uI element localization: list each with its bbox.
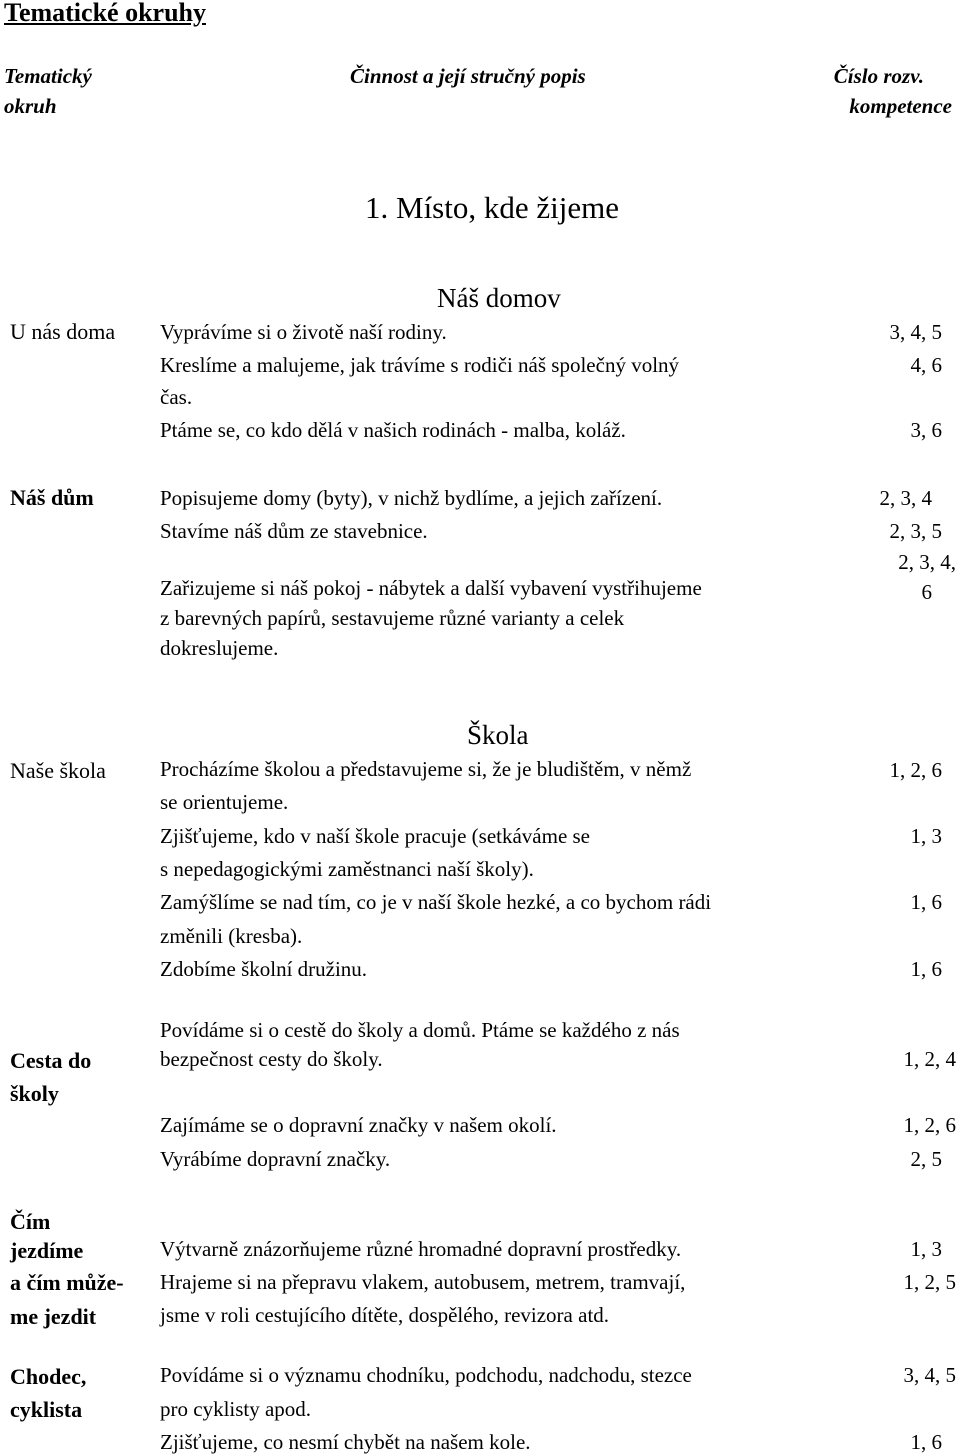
activity-line: bezpečnost cesty do školy.	[160, 1047, 383, 1071]
activity-line: Vyprávíme si o životě naší rodiny.	[160, 320, 447, 344]
activity-line: se orientujeme.	[160, 790, 289, 814]
topic-nas-dum: Náš dům	[10, 485, 94, 510]
activity-line: Hrajeme si na přepravu vlakem, autobusem, metrem, tramvají,	[160, 1270, 686, 1294]
competence: 2, 3, 5	[889, 519, 942, 543]
competence: 3, 4, 5	[889, 320, 942, 344]
subsection-heading: Náš domov	[437, 283, 561, 313]
topic-chodec-cyklista-2: cyklista	[10, 1397, 83, 1422]
competence: 1, 6	[910, 957, 942, 981]
competence: 2, 5	[910, 1147, 942, 1171]
competence: 1, 2, 5	[903, 1270, 956, 1294]
activity-line: Zajímáme se o dopravní značky v našem okolí.	[160, 1113, 557, 1137]
activity-line: Zdobíme školní družinu.	[160, 957, 368, 981]
activity-line: změnili (kresba).	[160, 924, 303, 948]
activity-line: Zamýšlíme se nad tím, co je v naší škole hezké, a co bychom rádi	[160, 890, 712, 914]
activity-line: Zjišťujeme, co nesmí chybět na našem kole.	[160, 1430, 531, 1454]
activity-line: Povídáme si o významu chodníku, podchodu, nadchodu, stezce	[160, 1363, 692, 1387]
competence: 2, 3, 4,	[898, 550, 956, 574]
topic-cesta-do-skoly: Cesta do	[10, 1048, 92, 1073]
activity-line: Výtvarně znázorňujeme různé hromadné dopravní prostředky.	[160, 1237, 682, 1261]
competence: 1, 2, 4	[903, 1047, 956, 1071]
section-heading: 1. Místo, kde žijeme	[365, 190, 619, 225]
activity-line: Popisujeme domy (byty), v nichž bydlíme, a jejich zařízení.	[160, 486, 663, 510]
topic-cim-jezdime-2: jezdíme	[10, 1238, 84, 1263]
activity-line: Kreslíme a malujeme, jak trávíme s rodiči náš společný volný	[160, 353, 680, 377]
activity-line: Ptáme se, co kdo dělá v našich rodinách - malba, koláž.	[160, 418, 626, 442]
competence: 1, 3	[910, 824, 942, 848]
activity-line: Stavíme náš dům ze stavebnice.	[160, 519, 428, 543]
competence: 1, 3	[910, 1237, 942, 1261]
activity-line: Povídáme si o cestě do školy a domů. Ptáme se každého z nás	[160, 1018, 680, 1042]
page-title: Tematické okruhy	[4, 0, 206, 27]
competence: 1, 6	[910, 1430, 942, 1454]
competence: 1, 2, 6	[903, 1113, 956, 1137]
competence: 3, 6	[910, 418, 942, 442]
activity-line: s nepedagogickými zaměstnanci naší školy).	[160, 857, 534, 881]
header-competence: Číslo rozv.	[833, 64, 924, 88]
competence: 1, 2, 6	[889, 758, 942, 782]
activity-line: čas.	[160, 385, 193, 409]
topic-cim-jezdime-3: a čím může-	[10, 1270, 124, 1295]
topic-nase-skola: Naše škola	[10, 758, 106, 783]
header-competence-2: kompetence	[849, 94, 952, 118]
competence: 3, 4, 5	[903, 1363, 956, 1387]
subsection-heading: Škola	[467, 720, 529, 750]
activity-line: pro cyklisty apod.	[160, 1397, 312, 1421]
header-topic: Tematický	[4, 64, 92, 88]
activity-line: jsme v roli cestujícího dítěte, dospělého, revizora atd.	[160, 1303, 610, 1327]
competence: 2, 3, 4	[879, 486, 932, 510]
header-topic-2: okruh	[4, 94, 57, 118]
competence: 4, 6	[910, 353, 942, 377]
activity-line: z barevných papírů, sestavujeme různé varianty a celek	[160, 606, 625, 630]
activity-line: Zařizujeme si náš pokoj - nábytek a další vybavení vystřihujeme	[160, 576, 702, 600]
activity-line: dokreslujeme.	[160, 636, 279, 660]
competence: 6	[921, 580, 932, 604]
topic-chodec-cyklista: Chodec,	[10, 1364, 87, 1389]
topic-u-nas-doma: U nás doma	[10, 319, 116, 344]
activity-line: Vyrábíme dopravní značky.	[160, 1147, 391, 1171]
competence: 1, 6	[910, 890, 942, 914]
topic-cim-jezdime-4: me jezdit	[10, 1304, 97, 1329]
topic-cim-jezdime: Čím	[10, 1209, 51, 1234]
activity-line: Zjišťujeme, kdo v naší škole pracuje (setkáváme se	[160, 824, 591, 848]
header-activity: Činnost a její stručný popis	[350, 64, 586, 88]
topic-cesta-do-skoly-2: školy	[10, 1081, 59, 1106]
activity-line: Procházíme školou a představujeme si, že je bludištěm, v němž	[160, 757, 692, 781]
